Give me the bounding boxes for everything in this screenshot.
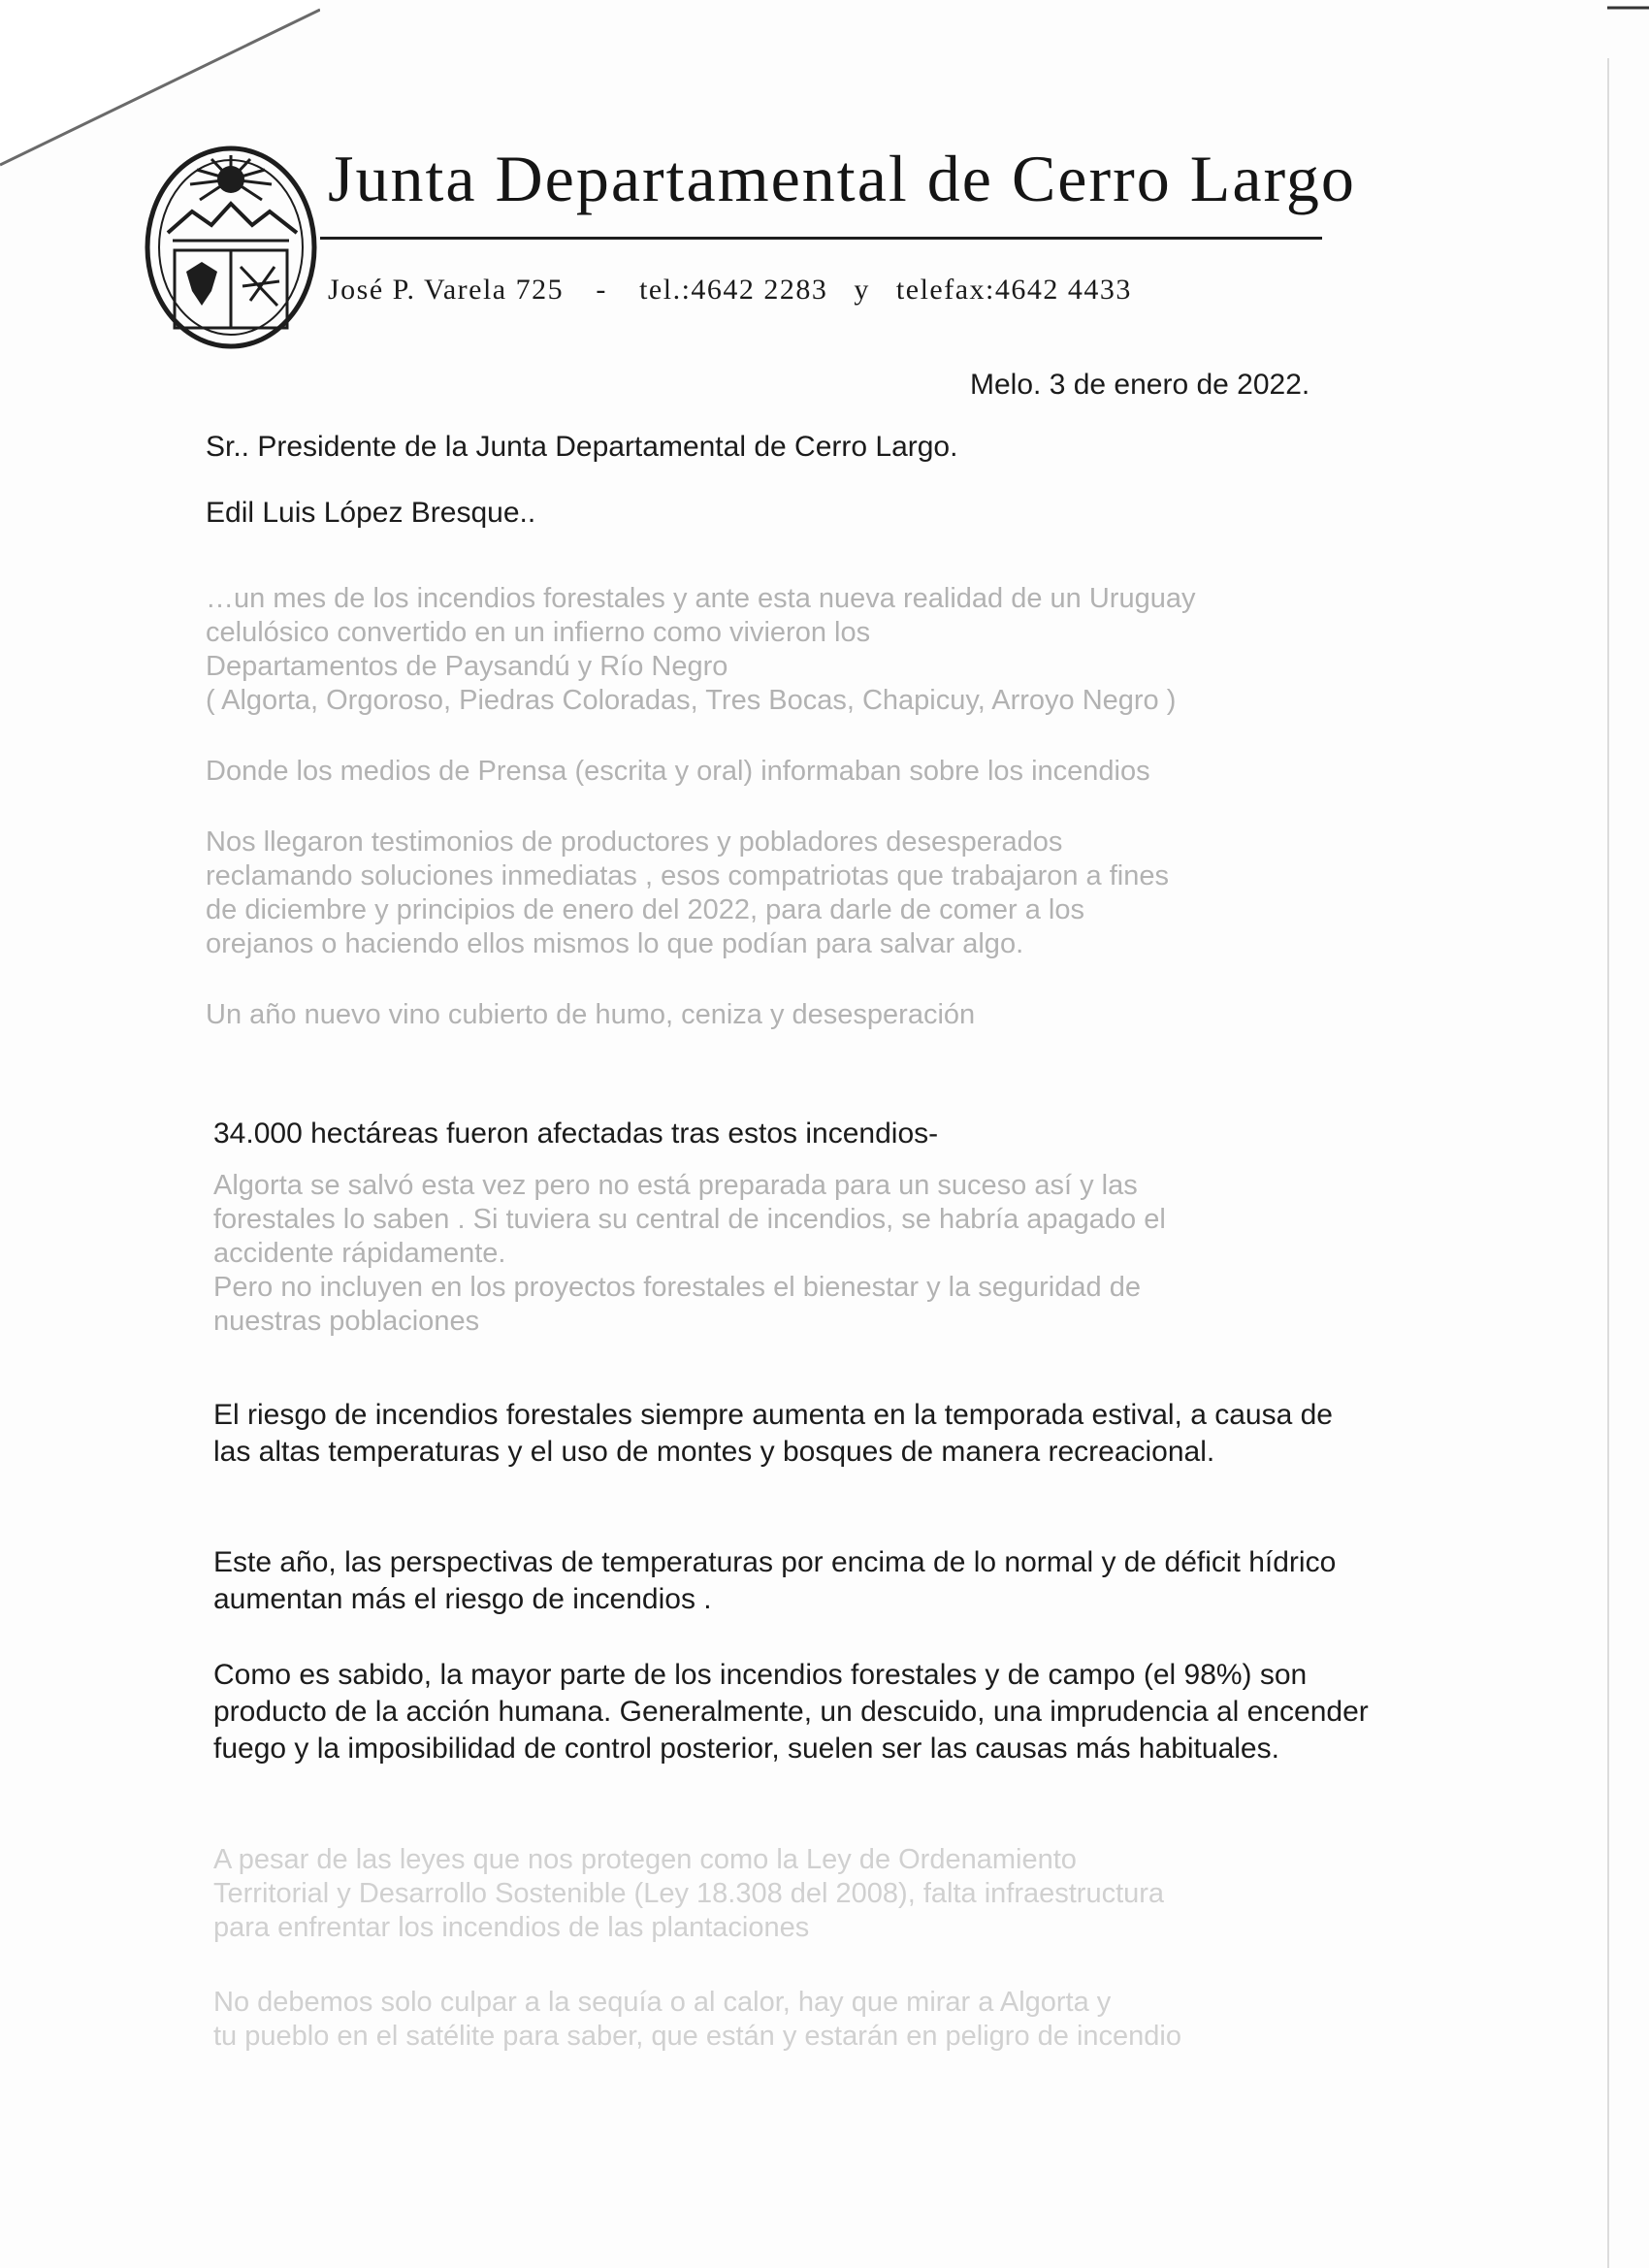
faded-line: A pesar de las leyes que nos protegen como la Ley de Ordenamiento	[213, 1844, 1077, 1875]
faded-line: Departamentos de Paysandú y Río Negro	[206, 651, 728, 682]
faded-line: Nos llegaron testimonios de productores y pobladores desesperados	[206, 826, 1063, 858]
faded-line: ( Algorta, Orgoroso, Piedras Coloradas, Tres Bocas, Chapicuy, Arroyo Negro )	[206, 685, 1177, 716]
recipient-line: Sr.. Presidente de la Junta Departamental de Cerro Largo.	[206, 431, 958, 463]
paragraph-text: El riesgo de incendios forestales siempre aumenta en la temporada estival, a causa de las altas temperaturas y el uso de montes y bosques de manera recreacional.	[213, 1399, 1333, 1468]
page-edge-shadow	[1605, 0, 1649, 2268]
faded-line: reclamando soluciones inmediatas , esos compatriotas que trabajaron a fines	[206, 860, 1169, 891]
faded-line: No debemos solo culpar a la sequía o al calor, hay que mirar a Algorta y	[213, 1987, 1112, 2018]
date-line: Melo. 3 de enero de 2022.	[970, 369, 1310, 401]
hectares-line: 34.000 hectáreas fueron afectadas tras estos incendios-	[213, 1118, 939, 1150]
faded-line: …un mes de los incendios forestales y ante esta nueva realidad de un Uruguay	[206, 583, 1196, 614]
address-dash: -	[596, 274, 607, 306]
organization-name: Junta Departamental de Cerro Largo	[328, 142, 1356, 215]
letterhead-address	[328, 274, 1132, 307]
faded-text-block-3	[213, 1843, 1377, 2054]
faded-line: nuestras poblaciones	[213, 1306, 480, 1337]
recipient-name: Edil Luis López Bresque..	[206, 497, 536, 529]
faded-line: de diciembre y principios de enero del 2022, para darle de comer a los	[206, 894, 1084, 925]
faded-line: Donde los medios de Prensa (escrita y oral) informaban sobre los incendios	[206, 756, 1150, 787]
address-phone: tel.:4642 2283	[639, 274, 828, 306]
address-fax: telefax:4642 4433	[895, 274, 1132, 306]
faded-line: Algorta se salvó esta vez pero no está preparada para un suceso así y las	[213, 1170, 1138, 1201]
faded-line: accidente rápidamente.	[213, 1238, 506, 1269]
paragraph-fire-risk	[213, 1397, 1377, 1471]
faded-line: tu pueblo en el satélite para saber, que están y estarán en peligro de incendio	[213, 2021, 1181, 2052]
faded-line: orejanos o haciendo ellos mismos lo que podían para salvar algo.	[206, 928, 1024, 959]
faded-text-block-1	[206, 582, 1370, 1032]
paragraph-text: Como es sabido, la mayor parte de los incendios forestales y de campo (el 98%) son producto de la acción humana. Generalmente, un descuido, una imprudencia al encender fuego y la imposibilidad de control posterior, suelen ser las causas más habituales.	[213, 1659, 1369, 1765]
paragraph-text: Este año, las perspectivas de temperaturas por encima de lo normal y de déficit hídrico aumentan más el riesgo de incendios .	[213, 1546, 1337, 1615]
faded-line: celulósico convertido en un infierno como vivieron los	[206, 617, 871, 648]
address-conjunction: y	[854, 274, 870, 306]
faded-line: para enfrentar los incendios de las plantaciones	[213, 1912, 810, 1943]
letterhead-rule	[320, 237, 1322, 240]
faded-line: Pero no incluyen en los proyectos forestales el bienestar y la seguridad de	[213, 1272, 1141, 1303]
faded-text-block-2	[213, 1169, 1377, 1339]
paragraph-forecast	[213, 1544, 1377, 1618]
address-street: José P. Varela 725	[328, 274, 565, 306]
faded-line: forestales lo saben . Si tuviera su central de incendios, se habría apagado el	[213, 1204, 1166, 1235]
faded-line: Un año nuevo vino cubierto de humo, ceniza y desesperación	[206, 999, 976, 1030]
faded-line: Territorial y Desarrollo Sostenible (Ley 18.308 del 2008), falta infraestructura	[213, 1878, 1165, 1909]
coat-of-arms-seal	[144, 136, 318, 349]
paragraph-human-cause	[213, 1657, 1377, 1767]
